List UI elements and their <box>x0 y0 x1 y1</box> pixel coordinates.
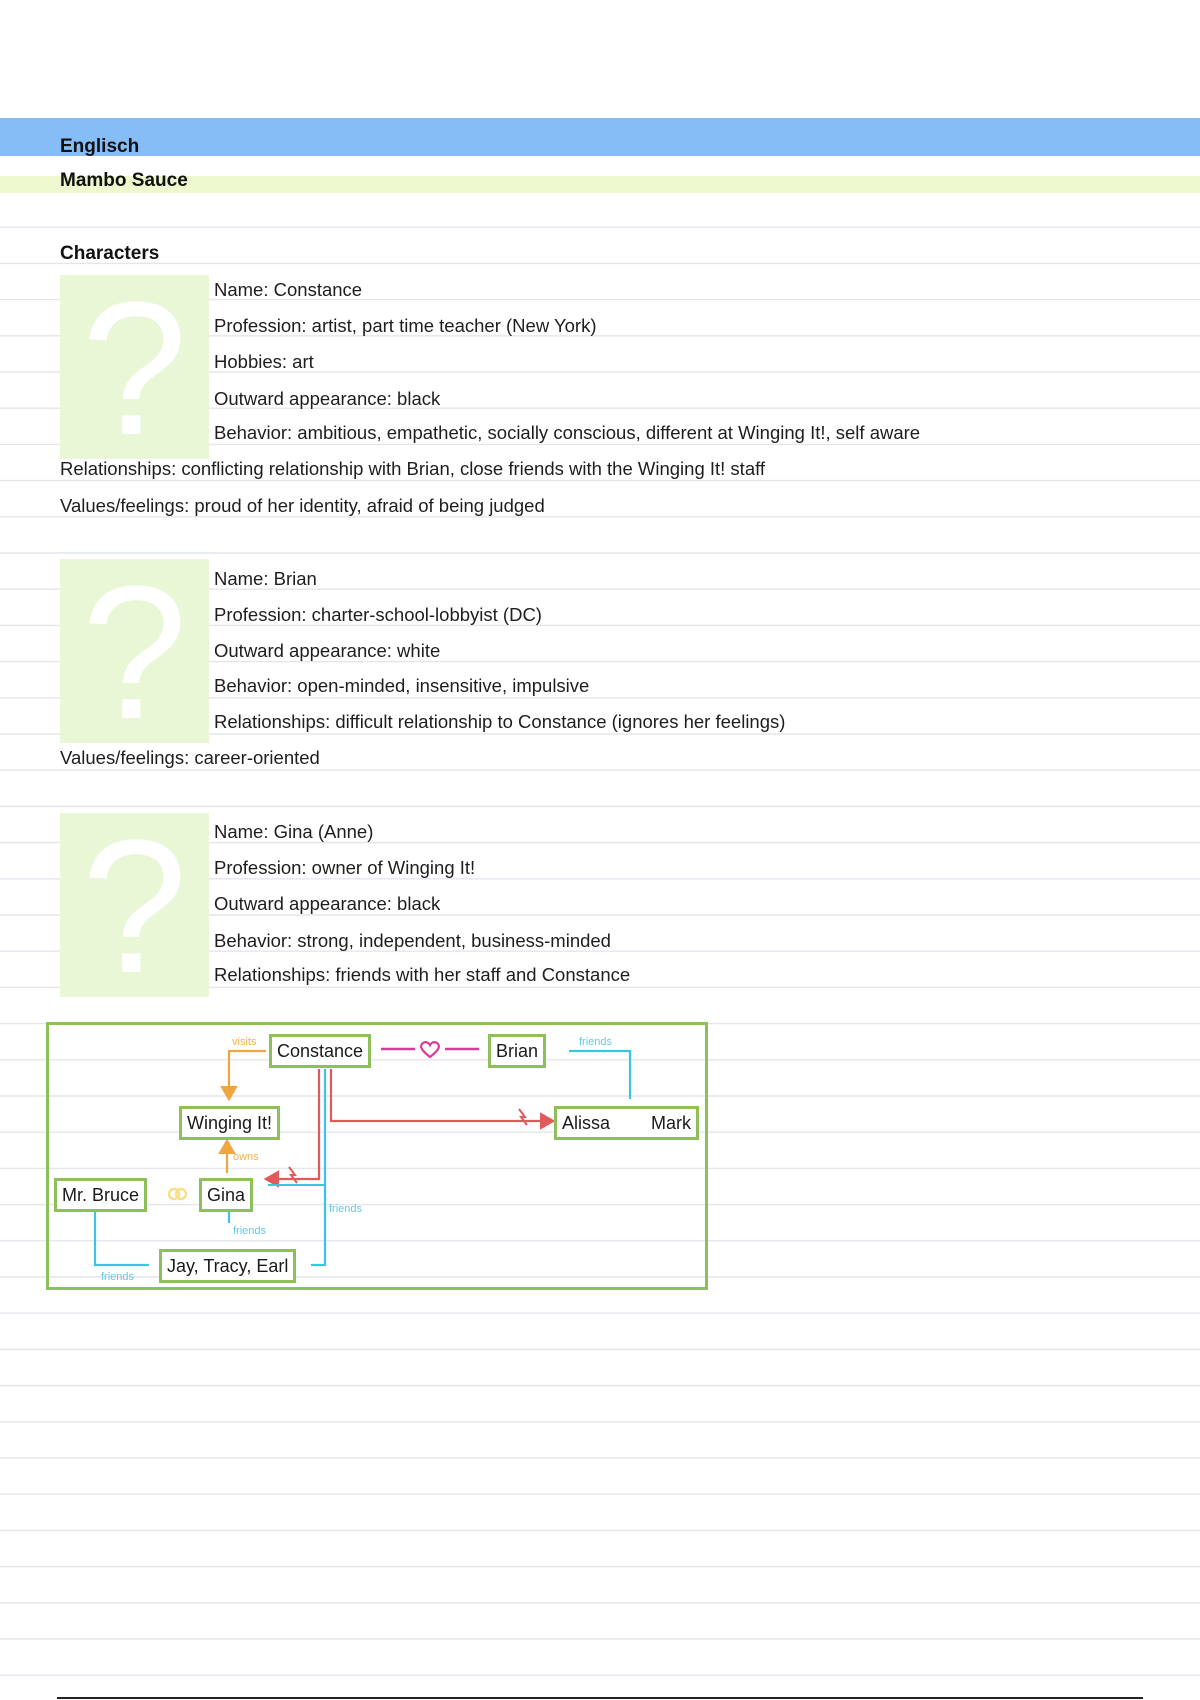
character-image-placeholder-gina <box>60 813 209 997</box>
node-alissa-mark <box>554 1106 699 1140</box>
edge-label-friends-constance-staff: friends <box>329 1203 363 1215</box>
node-mark: Mark <box>651 1113 691 1133</box>
character-constance-values: Values/feelings: proud of her identity, afraid of being judged <box>60 495 545 516</box>
character-constance-appearance: Outward appearance: black <box>214 388 441 409</box>
node-staff: Jay, Tracy, Earl <box>159 1249 296 1283</box>
character-brian-name: Name: Brian <box>214 568 317 589</box>
node-constance: Constance <box>269 1034 371 1068</box>
heart-icon <box>421 1042 439 1057</box>
subject-title: Englisch <box>60 136 140 157</box>
character-constance-behavior: Behavior: ambitious, empathetic, socially conscious, different at Winging It!, self aware <box>214 422 921 443</box>
node-brian: Brian <box>488 1034 546 1068</box>
character-constance-profession: Profession: artist, part time teacher (New York) <box>214 315 597 336</box>
edge-label-friends-bruce-staff: friends <box>101 1271 135 1283</box>
character-constance-relationships: Relationships: conflicting relationship with Brian, close friends with the Winging It! staff <box>60 458 766 479</box>
character-constance-name: Name: Constance <box>214 279 363 300</box>
character-brian-appearance: Outward appearance: white <box>214 640 441 661</box>
character-brian-profession: Profession: charter-school-lobbyist (DC) <box>214 604 542 625</box>
character-gina-behavior: Behavior: strong, independent, business-minded <box>214 930 611 951</box>
node-winging-it: Winging It! <box>179 1106 280 1140</box>
edge-conflict-alissa <box>331 1069 551 1121</box>
character-image-placeholder-constance <box>60 275 209 459</box>
edge-label-friends-gina-staff: friends <box>233 1225 267 1237</box>
topic-title: Mambo Sauce <box>60 170 188 191</box>
character-gina-profession: Profession: owner of Winging It! <box>214 857 476 878</box>
question-mark-icon: ? <box>81 813 188 997</box>
relationship-diagram <box>46 1022 708 1290</box>
character-constance-hobbies: Hobbies: art <box>214 351 314 372</box>
character-gina-relationships: Relationships: friends with her staff and Constance <box>214 964 631 985</box>
question-mark-icon: ? <box>81 559 188 743</box>
edge-visits <box>229 1051 266 1097</box>
character-gina-name: Name: Gina (Anne) <box>214 821 374 842</box>
character-image-placeholder-brian <box>60 559 209 743</box>
edge-label-friends-brian-alissa: friends <box>579 1036 613 1048</box>
edge-label-visits: visits <box>232 1036 257 1048</box>
question-mark-icon: ? <box>81 275 188 459</box>
page-bottom-rule <box>57 1697 1143 1699</box>
node-mr-bruce: Mr. Bruce <box>54 1178 147 1212</box>
lightning-icon <box>289 1167 297 1183</box>
character-brian-behavior: Behavior: open-minded, insensitive, impulsive <box>214 675 590 696</box>
relationship-connectors <box>49 1025 705 1287</box>
character-brian-values: Values/feelings: career-oriented <box>60 747 320 768</box>
section-title-characters: Characters <box>60 243 160 264</box>
lightning-icon <box>519 1109 527 1125</box>
edge-friends-brian-alissa <box>569 1051 630 1099</box>
character-brian-relationships: Relationships: difficult relationship to Constance (ignores her feelings) <box>214 711 786 732</box>
ring-icon <box>169 1189 186 1199</box>
node-alissa: Alissa <box>562 1113 611 1133</box>
character-gina-appearance: Outward appearance: black <box>214 893 441 914</box>
edge-label-owns: owns <box>233 1151 259 1163</box>
subject-header-band <box>0 118 1200 156</box>
node-gina: Gina <box>199 1178 253 1212</box>
